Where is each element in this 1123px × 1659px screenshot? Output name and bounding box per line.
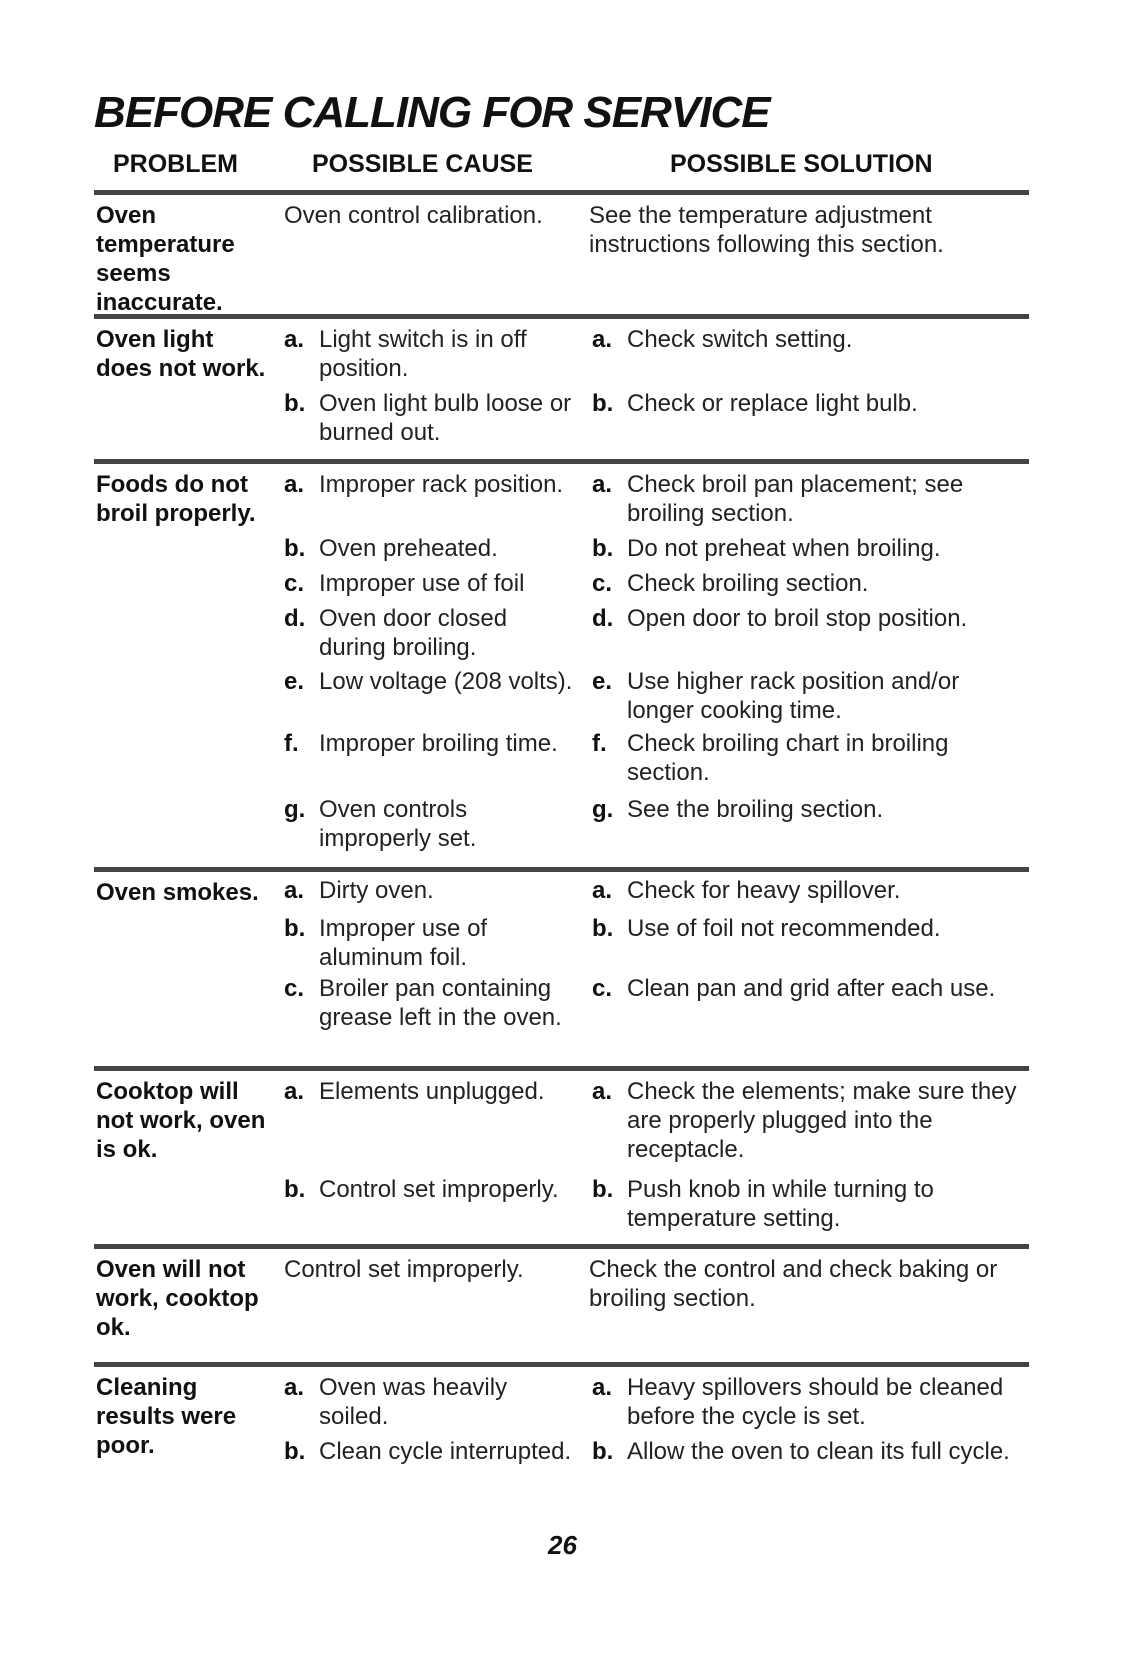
- item-letter: c.: [284, 975, 305, 1002]
- item-letter: a.: [592, 1078, 613, 1105]
- row-oven-temperature: [94, 190, 1029, 314]
- header-problem: PROBLEM: [113, 150, 238, 178]
- row-oven-light: [94, 314, 1029, 459]
- solution-item: [592, 1175, 1032, 1233]
- cause-text: Oven controls improperly set.: [319, 796, 477, 852]
- solution-item: [592, 389, 1032, 418]
- solution-text: Check the control and check baking or broiling section.: [589, 1256, 998, 1312]
- solution-text: Use higher rack position and/or longer cooking time.: [627, 668, 960, 724]
- solution-text: Check switch setting.: [627, 326, 853, 353]
- cause-text: Improper broiling time.: [319, 730, 558, 757]
- item-letter: f.: [284, 730, 299, 757]
- item-letter: g.: [592, 796, 614, 823]
- page-number: 26: [548, 1530, 577, 1560]
- row-foods-broil: [94, 459, 1029, 867]
- item-letter: b.: [284, 1438, 306, 1465]
- solution-text: Clean pan and grid after each use.: [627, 975, 996, 1002]
- cause-text: Oven preheated.: [319, 535, 498, 562]
- item-letter: a.: [284, 326, 305, 353]
- solution-item: [592, 974, 1032, 1003]
- cause-text: Oven door closed during broiling.: [319, 605, 508, 661]
- solution-text: Check broil pan placement; see broiling section.: [627, 471, 964, 527]
- cause-item: [284, 1077, 579, 1106]
- solution-text: Push knob in while turning to temperature setting.: [627, 1176, 934, 1232]
- solution-text: Check the elements; make sure they are properly plugged into the receptacle.: [627, 1078, 1017, 1163]
- cause-text: Control set improperly.: [319, 1176, 559, 1203]
- solution-item: [592, 876, 1032, 905]
- cause-text: Elements unplugged.: [319, 1078, 545, 1105]
- cause-item: [284, 534, 579, 563]
- item-letter: a.: [592, 471, 613, 498]
- cause-text: Oven control calibration.: [284, 202, 543, 229]
- solution-item: [592, 325, 1032, 354]
- cause-text: Oven light bulb loose or burned out.: [319, 390, 572, 446]
- cause-item: [284, 876, 579, 905]
- cause-text: Improper rack position.: [319, 471, 564, 498]
- cause-item: [284, 325, 579, 383]
- cause-item: [284, 604, 579, 662]
- solution-item: [592, 534, 1032, 563]
- item-letter: f.: [592, 730, 607, 757]
- problem-text: Oven will not work, cooktop ok.: [96, 1256, 259, 1341]
- item-letter: a.: [592, 1374, 613, 1401]
- item-letter: b.: [592, 390, 614, 417]
- solution-item: [592, 795, 1032, 824]
- cause-item: [284, 729, 579, 758]
- item-letter: a.: [592, 326, 613, 353]
- cause-item: [284, 914, 579, 972]
- item-letter: b.: [592, 1176, 614, 1203]
- troubleshooting-table: [94, 190, 1029, 1512]
- problem-text: Cooktop will not work, oven is ok.: [96, 1078, 266, 1163]
- cause-item: [284, 667, 579, 696]
- cause-text: Improper use of aluminum foil.: [319, 915, 488, 971]
- item-letter: b.: [284, 390, 306, 417]
- item-letter: a.: [284, 877, 305, 904]
- solution-text: Use of foil not recommended.: [627, 915, 941, 942]
- solution-text: Check broiling section.: [627, 570, 869, 597]
- solution-text: Heavy spillovers should be cleaned before the cycle is set.: [627, 1374, 1004, 1430]
- cause-item: [284, 1175, 579, 1204]
- problem-text: Oven temperature seems inaccurate.: [96, 202, 235, 316]
- cause-item: [284, 389, 579, 447]
- solution-text: Allow the oven to clean its full cycle.: [627, 1438, 1010, 1465]
- item-letter: e.: [592, 668, 613, 695]
- solution-text: Check or replace light bulb.: [627, 390, 918, 417]
- cause-text: Oven was heavily soiled.: [319, 1374, 508, 1430]
- solution-item: [592, 1373, 1032, 1431]
- problem-text: Oven smokes.: [96, 879, 259, 906]
- cause-item: [284, 569, 579, 598]
- item-letter: a.: [592, 877, 613, 904]
- solution-text: Open door to broil stop position.: [627, 605, 968, 632]
- cause-text: Low voltage (208 volts).: [319, 668, 573, 695]
- solution-text: Check for heavy spillover.: [627, 877, 901, 904]
- solution-item: [592, 470, 1032, 528]
- cause-text: Improper use of foil: [319, 570, 525, 597]
- item-letter: d.: [592, 605, 614, 632]
- item-letter: e.: [284, 668, 305, 695]
- item-letter: c.: [592, 570, 613, 597]
- problem-text: Cleaning results were poor.: [96, 1374, 237, 1459]
- solution-text: See the temperature adjustment instructions following this section.: [589, 202, 944, 258]
- item-letter: g.: [284, 796, 306, 823]
- row-oven-smokes: [94, 867, 1029, 1066]
- cause-text: Light switch is in off position.: [319, 326, 527, 382]
- item-letter: a.: [284, 1374, 305, 1401]
- item-letter: a.: [284, 1078, 305, 1105]
- item-letter: c.: [284, 570, 305, 597]
- solution-item: [592, 914, 1032, 943]
- solution-item: [592, 1077, 1032, 1164]
- item-letter: b.: [284, 535, 306, 562]
- page-title: BEFORE CALLING FOR SERVICE: [94, 88, 770, 137]
- row-cleaning: [94, 1362, 1029, 1512]
- solution-item: [592, 729, 1032, 787]
- item-letter: b.: [592, 915, 614, 942]
- solution-text: Do not preheat when broiling.: [627, 535, 941, 562]
- item-letter: b.: [592, 535, 614, 562]
- item-letter: c.: [592, 975, 613, 1002]
- solution-text: See the broiling section.: [627, 796, 884, 823]
- cause-text: Clean cycle interrupted.: [319, 1438, 572, 1465]
- cause-item: [284, 470, 579, 499]
- item-letter: b.: [592, 1438, 614, 1465]
- cause-item: [284, 795, 579, 853]
- cause-item: [284, 1437, 579, 1466]
- item-letter: d.: [284, 605, 306, 632]
- cause-text: Broiler pan containing grease left in the oven.: [319, 975, 562, 1031]
- cause-text: Dirty oven.: [319, 877, 434, 904]
- header-cause: POSSIBLE CAUSE: [312, 150, 533, 178]
- solution-text: Check broiling chart in broiling section.: [627, 730, 949, 786]
- cause-text: Control set improperly.: [284, 1256, 524, 1283]
- solution-item: [592, 1437, 1032, 1466]
- row-cooktop: [94, 1066, 1029, 1244]
- solution-item: [592, 667, 1032, 725]
- problem-text: Oven light does not work.: [96, 326, 266, 382]
- header-solution: POSSIBLE SOLUTION: [670, 150, 933, 178]
- item-letter: a.: [284, 471, 305, 498]
- item-letter: b.: [284, 1176, 306, 1203]
- cause-item: [284, 1373, 579, 1431]
- item-letter: b.: [284, 915, 306, 942]
- row-oven-not-work: [94, 1244, 1029, 1362]
- solution-item: [592, 569, 1032, 598]
- solution-item: [592, 604, 1032, 633]
- problem-text: Foods do not broil properly.: [96, 471, 256, 527]
- cause-item: [284, 974, 579, 1032]
